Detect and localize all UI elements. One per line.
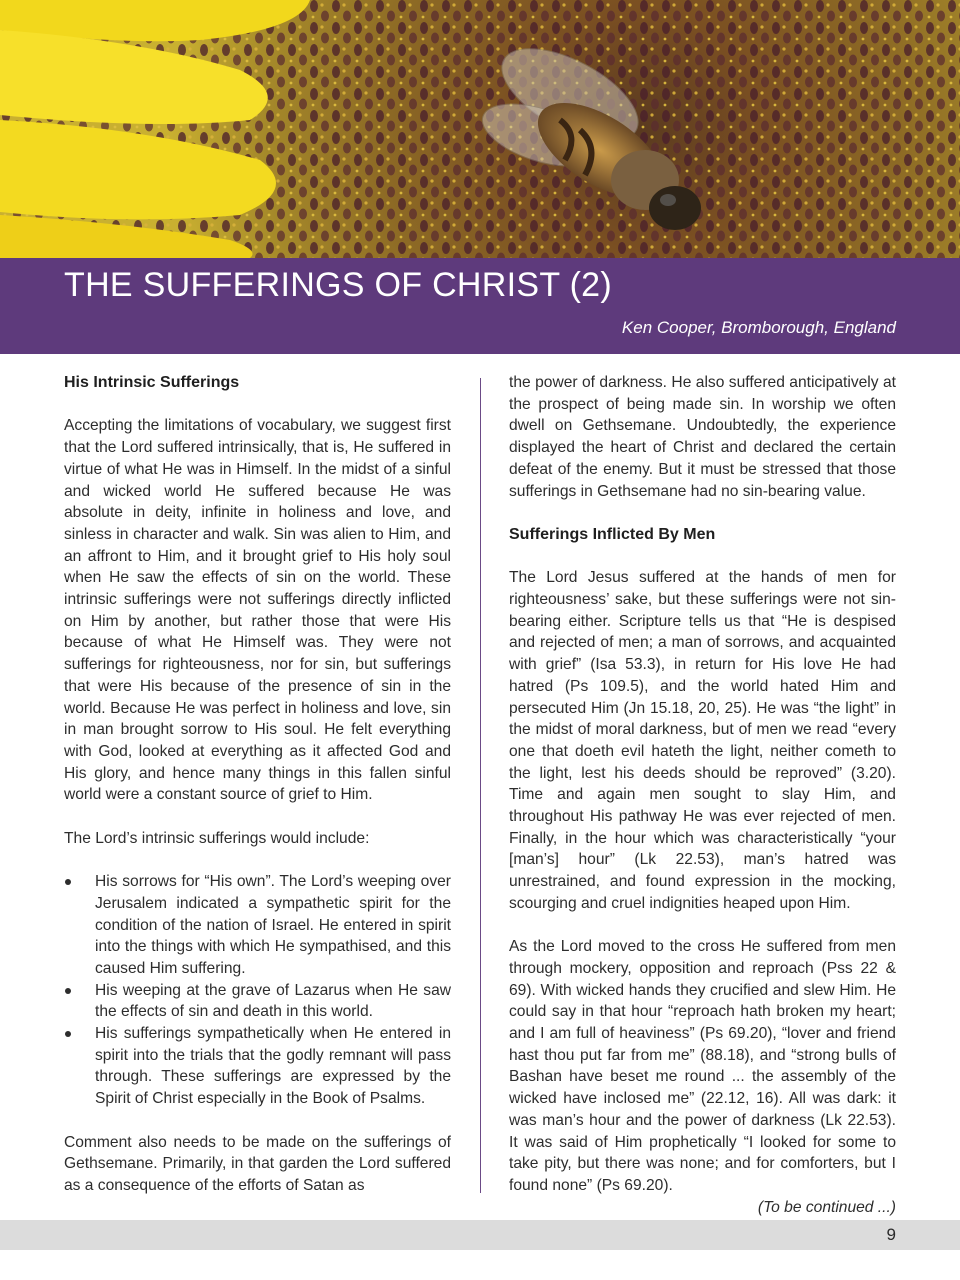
paragraph: Comment also needs to be made on the sufferings of Gethsemane. Primarily, in that garden the Lord suffered as a consequence of the efforts of Satan as (64, 1133, 451, 1194)
bullet-list (64, 871, 451, 1110)
paragraph: The Lord’s intrinsic sufferings would include: (64, 829, 370, 847)
paragraph: The Lord Jesus suffered at the hands of men for righteousness’ sake, but these sufferings were not sin-bearing either. Scripture tells us that “He is despised and rejected of men; a man of sorrows, and acquainted with grief” (Isa 53.3), in return for His love He had hatred (Ps 109.5), and the world hated Him and persecuted Him (Jn 15.18, 20, 25). He was “the light” in the midst of moral darkness, but of men we read “every one that doeth evil hateth the light, neither cometh to the light, lest his deeds should be reproved” (3.20). Time and again men sought to slay Him, and throughout His pathway He was ever rejected of men. Finally, in the hour which was characteristically “your [man’s] hour” (Lk 22.53), man’s hatred was unrestrained, and found expression in the mocking, scourging and cruel indignities heaped upon Him. (509, 569, 896, 912)
paragraph: As the Lord moved to the cross He suffered from men through mockery, opposition and reproach (Pss 22 & 69). With wicked hands they crucified and slew Him. He could say in that hour “reproach hath broken my heart; and I am full of heaviness” (Ps 69.20), “lover and friend hast thou put far from me” (88.18), and “strong bulls of Bashan have beset me round ... the assembly of the wicked have inclosed me” (22.12, 16). All was dark: it was man’s hour and the power of darkness (Lk 22.53). It was said of Him prophetically “I looked for some to take pity, but there was none; and for comforters, but I found none” (Ps 69.20). (509, 938, 896, 1194)
paragraph: the power of darkness. He also suffered anticipatively at the prospect of being made sin. In worship we often dwell on Gethsemane. Undoubtedly, the experience displayed the heart of Christ and declared the certain defeat of the enemy. But it must be stressed that those sufferings in Gethsemane had no sin-bearing value. (509, 374, 896, 500)
sunflower-bee-illustration (0, 0, 960, 258)
hero-photo-sunflower-bee (0, 0, 960, 258)
right-column (509, 372, 896, 1240)
author-byline: Ken Cooper, Bromborough, England (621, 318, 896, 337)
left-column (64, 372, 451, 1218)
section-heading-inflicted-by-men: Sufferings Inflicted By Men (509, 525, 716, 543)
continuation-note: (To be continued ...) (757, 1198, 896, 1216)
list-item: His sufferings sympathetically when He entered in spirit into the trials that the godly remnant will pass through. These sufferings are expressed by the Spirit of Christ especially in the Book of Psalms. (64, 1023, 451, 1110)
article-title: THE SUFFERINGS OF CHRIST (2) (64, 266, 613, 304)
list-item: His sorrows for “His own”. The Lord’s weeping over Jerusalem indicated a sympathetic spirit for the condition of the nation of Israel. He entered in spirit into the things with which He sympathised, and this caused Him suffering. (64, 871, 451, 980)
paragraph: Accepting the limitations of vocabulary, we suggest first that the Lord suffered intrinsically, that is, He suffered in virtue of what He was in Himself. In the midst of a sinful and wicked world He suffered because He was absolute in deity, infinite in holiness and love, and sinless in character and walk. Sin was alien to Him, and an affront to Him, and it brought grief to His holy soul when He saw the effects of sin on the world. These intrinsic sufferings were not sufferings directly inflicted on Him by another, but rather those that were His because of what He Himself was. They were not sufferings for righteousness, nor for sin, but sufferings that were His because of the presence of sin in the world. Because He was perfect in holiness and love, sin in man brought sorrow to His soul. He felt everything with God, looked at everything as it affected God and His glory, and hence many things in this fallen sinful world were a constant source of grief to Him. (64, 417, 451, 804)
footer-bar (0, 1220, 960, 1250)
column-divider (480, 378, 481, 1193)
page-number: 9 (886, 1225, 896, 1244)
list-item: His weeping at the grave of Lazarus when He saw the effects of sin and death in this world. (64, 980, 451, 1023)
section-heading-intrinsic: His Intrinsic Sufferings (64, 374, 240, 391)
